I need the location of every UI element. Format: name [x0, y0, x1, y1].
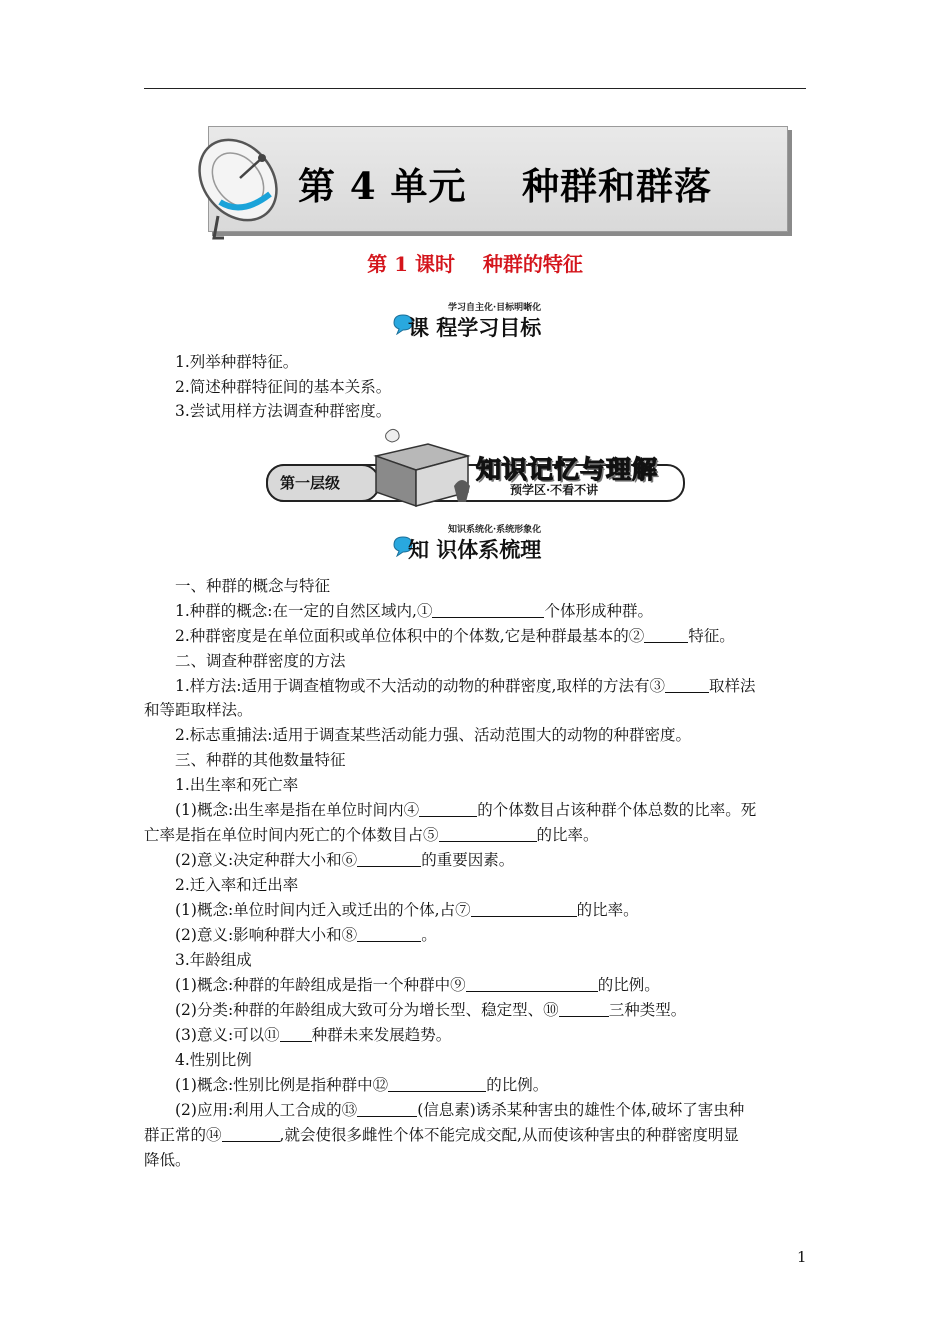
lesson-title: 第 1 课时 种群的特征: [367, 252, 583, 276]
goal-item: 1.列举种群特征。: [175, 353, 299, 371]
unit-title: 第 4 单元 种群和群落: [298, 164, 713, 208]
book-icon: [358, 426, 488, 516]
section-system-header: [392, 522, 582, 574]
level-banner: [266, 426, 686, 516]
paragraph: (1)概念:种群的年龄组成是指一个种群中⑨ 的比例。: [175, 976, 660, 994]
page-number: 1: [797, 1248, 807, 1266]
paragraph: 和等距取样法。: [144, 701, 253, 719]
paragraph: (2)分类:种群的年龄组成大致可分为增长型、稳定型、⑩ 三种类型。: [175, 1001, 687, 1019]
fill-blank-3[interactable]: [665, 678, 709, 693]
fill-blank-14[interactable]: [222, 1127, 280, 1142]
level-subtitle: 预学区·不看不讲: [510, 483, 599, 497]
fill-blank-5[interactable]: [439, 827, 537, 842]
paragraph: (2)应用:利用人工合成的⑬ (信息素)诱杀某种害虫的雄性个体,破坏了害虫种: [175, 1101, 745, 1119]
fill-blank-6[interactable]: [357, 852, 421, 867]
heading-1: 一、种群的概念与特征: [175, 577, 331, 595]
fill-blank-11[interactable]: [280, 1027, 312, 1042]
paragraph: (3)意义:可以⑪ 种群未来发展趋势。: [175, 1026, 452, 1044]
paragraph: 1.样方法:适用于调查植物或不大活动的动物的种群密度,取样的方法有③ 取样法: [175, 677, 756, 695]
goal-item: 3.尝试用样方法调查种群密度。: [175, 402, 392, 420]
section-goals-header: [392, 300, 582, 352]
satellite-dish-icon: [190, 132, 290, 242]
level-title: 知识记忆与理解: [476, 455, 659, 484]
paragraph: (2)意义:影响种群大小和⑧ 。: [175, 926, 437, 944]
paragraph: (1)概念:性别比例是指种群中⑫ 的比例。: [175, 1076, 549, 1094]
section-system-subtitle: 知识系统化·系统形象化: [448, 525, 542, 535]
section-goals-title: 课 程学习目标: [408, 315, 542, 340]
fill-blank-1[interactable]: [432, 603, 544, 618]
section-system-title: 知 识体系梳理: [408, 537, 542, 562]
fill-blank-8[interactable]: [357, 927, 421, 942]
fill-blank-13[interactable]: [357, 1102, 417, 1117]
heading-2: 二、调查种群密度的方法: [175, 652, 346, 670]
section-goals-subtitle: 学习自主化·目标明晰化: [448, 303, 542, 313]
paragraph: 3.年龄组成: [175, 951, 252, 969]
paragraph: 4.性别比例: [175, 1051, 252, 1069]
paragraph: 2.标志重捕法:适用于调查某些活动能力强、活动范围大的动物的种群密度。: [175, 726, 692, 744]
fill-blank-12[interactable]: [388, 1077, 486, 1092]
fill-blank-4[interactable]: [419, 802, 477, 817]
paragraph: 2.迁入率和迁出率: [175, 876, 299, 894]
paragraph: 1.种群的概念:在一定的自然区域内,① 个体形成种群。: [175, 602, 653, 620]
level-label: 第一层级: [280, 474, 341, 492]
fill-blank-9[interactable]: [466, 977, 598, 992]
paragraph: (2)意义:决定种群大小和⑥ 的重要因素。: [175, 851, 515, 869]
paragraph: (1)概念:单位时间内迁入或迁出的个体,占⑦ 的比率。: [175, 901, 639, 919]
paragraph: 1.出生率和死亡率: [175, 776, 299, 794]
paragraph: 群正常的⑭ ,就会使很多雌性个体不能完成交配,从而使该种害虫的种群密度明显: [144, 1126, 739, 1144]
paragraph: 亡率是指在单位时间内死亡的个体数目占⑤ 的比率。: [144, 826, 599, 844]
header-rule: [144, 88, 806, 89]
fill-blank-7[interactable]: [471, 902, 577, 917]
paragraph: (1)概念:出生率是指在单位时间内④ 的个体数目占该种群个体总数的比率。死: [175, 801, 757, 819]
fill-blank-2[interactable]: [644, 628, 688, 643]
goal-item: 2.简述种群特征间的基本关系。: [175, 378, 392, 396]
heading-3: 三、种群的其他数量特征: [175, 751, 346, 769]
fill-blank-10[interactable]: [559, 1002, 609, 1017]
paragraph: 降低。: [144, 1151, 191, 1169]
paragraph: 2.种群密度是在单位面积或单位体积中的个体数,它是种群最基本的② 特征。: [175, 627, 735, 645]
